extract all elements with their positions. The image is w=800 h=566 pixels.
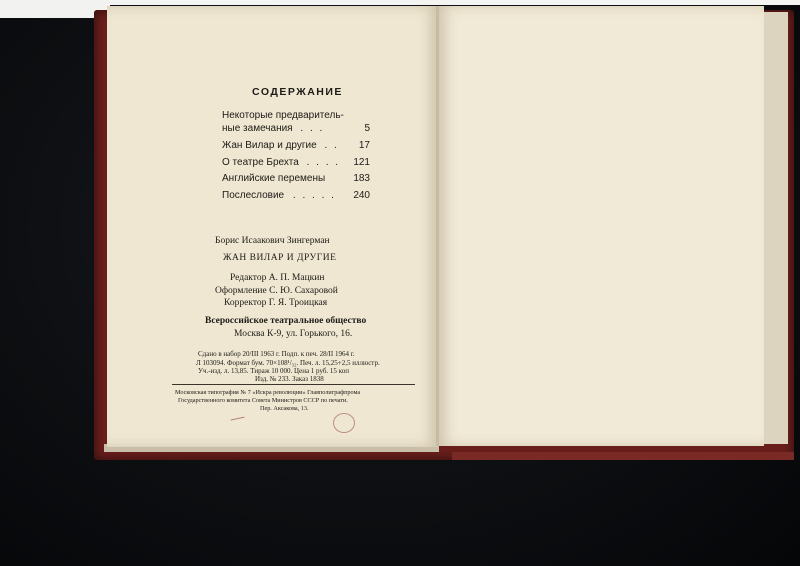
press-line-3: Пер. Аксакова, 13. (260, 405, 309, 412)
toc-entry-1-line-2: ные замечания (222, 123, 293, 134)
toc-entry-3 (222, 157, 370, 170)
printing-format: Л 103094. Формат бум. 70×108¹/₃₂. Печ. л. 15,25+2,5 иллюстр. (196, 359, 380, 367)
toc-title: СОДЕРЖАНИЕ (252, 86, 343, 98)
toc-entry-5 (222, 190, 370, 203)
toc-entry-1 (222, 123, 370, 136)
toc-entry-2 (222, 140, 370, 153)
press-line-2: Государственного комитета Совета Министров СССР по печати. (178, 397, 348, 404)
publisher-name: Всероссийское театральное общество (205, 316, 367, 326)
toc-leader: . . . . (306, 157, 341, 168)
toc-entry-1-page: 5 (364, 123, 370, 134)
proofreader-line: Корректор Г. Я. Троицкая (224, 298, 328, 308)
right-page (438, 6, 764, 446)
imprint-divider (172, 384, 415, 385)
toc-entry-4-label: Английские перемены (222, 173, 326, 184)
library-stamp (333, 413, 355, 433)
editor-line: Редактор А. П. Мацкин (230, 273, 325, 283)
printing-circulation: Уч.-изд. л. 13,85. Тираж 10 000. Цена 1 руб. 15 коп (198, 367, 349, 375)
toc-entry-1-label (222, 123, 324, 134)
toc-entry-4 (222, 173, 370, 186)
toc-entry-2-page: 17 (358, 140, 370, 151)
book-title: ЖАН ВИЛАР И ДРУГИЕ (223, 253, 337, 263)
design-line: Оформление С. Ю. Сахаровой (215, 286, 338, 296)
scan-top-edge (0, 0, 800, 5)
toc-entry-5-label: Послесловие (222, 190, 285, 201)
toc-entry-2-label: Жан Вилар и другие (222, 140, 317, 151)
toc-entry-3-page: 121 (353, 157, 370, 168)
toc-entry-3-label: О театре Брехта (222, 157, 299, 168)
publisher-address: Москва К-9, ул. Горького, 16. (234, 329, 353, 339)
printing-dates: Сдано в набор 20/III 1963 г. Подп. к печ. 28/II 1964 г. (198, 350, 355, 358)
toc-leader: . . . . . (292, 190, 336, 201)
book-cover-edge (452, 452, 794, 460)
toc-entry-1-line-1: Некоторые предваритель- (222, 110, 344, 121)
toc-leader: . . (324, 140, 339, 151)
toc-entry-5-page: 240 (353, 190, 370, 201)
toc-leader: . . . (300, 123, 325, 134)
printing-order: Изд. № 233. Заказ 1838 (255, 375, 324, 383)
toc-entry-4-page: 183 (353, 173, 370, 184)
press-line-1: Московская типография № 7 «Искра революции» Главполиграфпрома (175, 389, 361, 396)
author-name: Борис Исаакович Зингерман (215, 236, 330, 246)
book-gutter (436, 6, 439, 446)
